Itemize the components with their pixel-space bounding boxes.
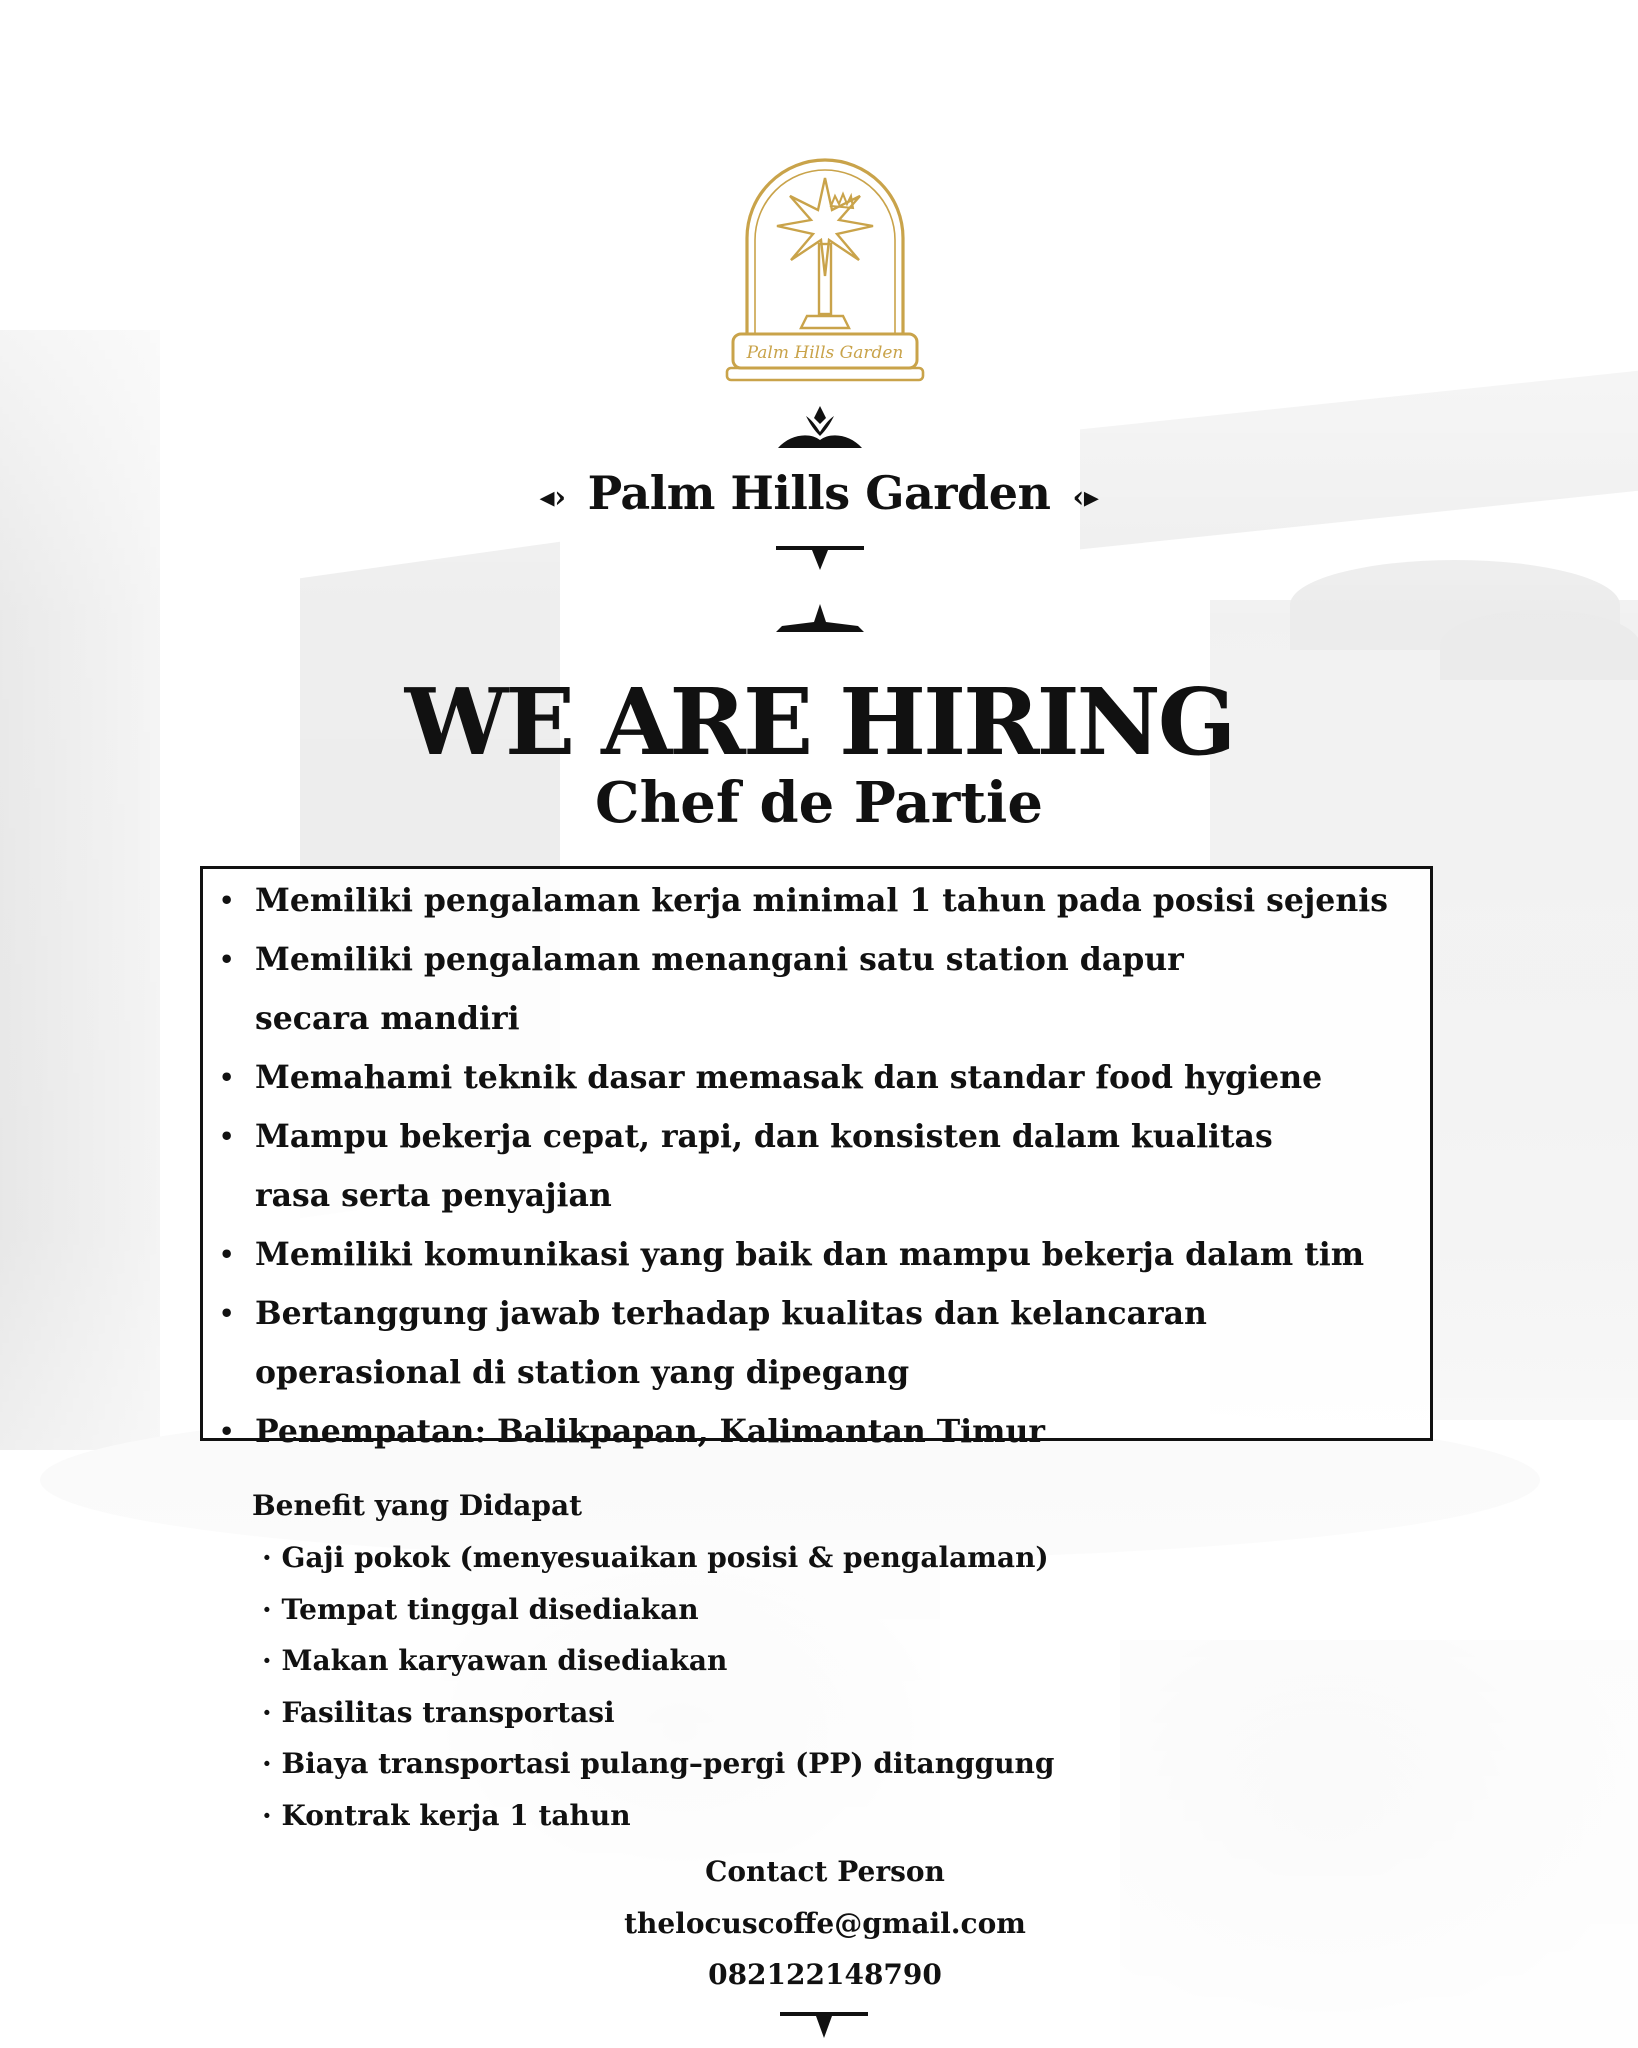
logo-wordmark: Palm Hills Garden — [746, 343, 904, 363]
requirement-item: • Memahami teknik dasar memasak dan standar food hygiene — [255, 1048, 1430, 1107]
benefits-section — [252, 1486, 1055, 1842]
benefit-item: · Tempat tinggal disediakan — [262, 1584, 1055, 1636]
brand-title: Palm Hills Garden — [587, 466, 1051, 520]
contact-email[interactable]: thelocuscoffe@gmail.com — [624, 1906, 1026, 1940]
requirements-box — [200, 866, 1433, 1450]
ornament-top-icon — [770, 402, 870, 450]
benefit-item: · Makan karyawan disediakan — [262, 1635, 1055, 1687]
requirement-item: • Penempatan: Balikpapan, Kalimantan Timur — [255, 1402, 1430, 1461]
benefit-item: · Kontrak kerja 1 tahun — [262, 1790, 1055, 1842]
arrow-right-deco-icon: ‹▸ — [1072, 479, 1099, 515]
benefit-item: · Fasilitas transportasi — [262, 1687, 1055, 1739]
benefit-item: · Gaji pokok (menyesuaikan posisi & pengalaman) — [262, 1532, 1055, 1584]
job-position: Chef de Partie — [595, 770, 1043, 836]
hiring-headline: WE ARE HIRING — [404, 668, 1234, 776]
requirement-item: • Memiliki komunikasi yang baik dan mampu bekerja dalam tim — [255, 1225, 1430, 1284]
contact-title: Contact Person — [705, 1855, 945, 1888]
requirement-item: • Bertanggung jawab terhadap kualitas dan kelancaran operasional di station yang dipegang — [255, 1284, 1415, 1402]
palm-hills-logo — [725, 148, 925, 388]
requirements-list — [203, 869, 1430, 1461]
benefits-title: Benefit yang Didapat — [252, 1489, 583, 1522]
contact-phone[interactable]: 082122148790 — [708, 1958, 942, 1992]
benefit-item: · Biaya transportasi pulang–pergi (PP) ditanggung — [262, 1738, 1055, 1790]
requirement-item: • Memiliki pengalaman kerja minimal 1 tahun pada posisi sejenis — [255, 871, 1430, 930]
benefits-list — [252, 1532, 1055, 1842]
requirement-item: • Memiliki pengalaman menangani satu station dapur secara mandiri — [255, 930, 1325, 1048]
brand-name — [0, 466, 1638, 520]
arrow-left-deco-icon: ◂› — [539, 479, 566, 515]
requirement-item: • Mampu bekerja cepat, rapi, dan konsisten dalam kualitas rasa serta penyajian — [255, 1107, 1375, 1225]
contact-section — [0, 1846, 1638, 2001]
ornament-bottom-icon — [776, 2010, 872, 2040]
ornament-mid-icon — [772, 544, 868, 636]
